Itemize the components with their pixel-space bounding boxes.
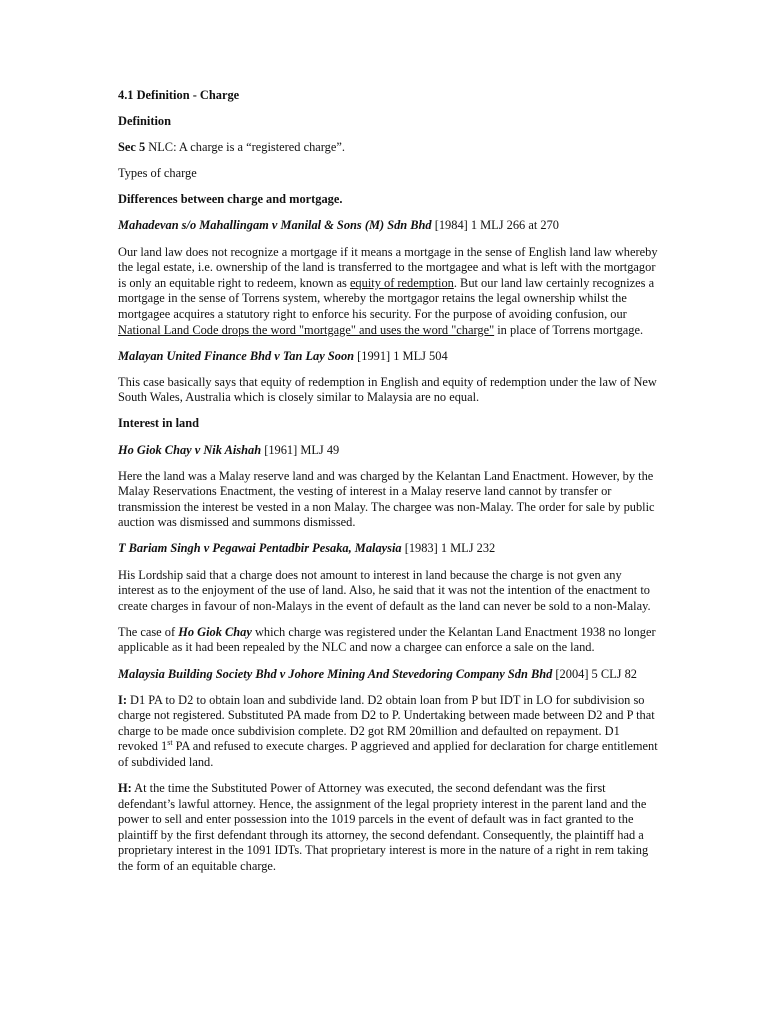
case-ho-giok-chay bbox=[118, 443, 658, 459]
paragraph-equity: This case basically says that equity of redemption in English and equity of redemption under the law of New South Wales, Australia which is closely similar to Malaysia are no equal. bbox=[118, 374, 657, 405]
paragraph-mortgage bbox=[118, 245, 658, 339]
case-malayan-united bbox=[118, 349, 658, 365]
issue-label: I: bbox=[118, 692, 127, 707]
text-span: The case of bbox=[118, 624, 179, 639]
case-name: T Bariam Singh v Pegawai Pentadbir Pesaka, Malaysia bbox=[118, 541, 402, 556]
paragraph-held bbox=[118, 781, 658, 875]
differences-heading: Differences between charge and mortgage. bbox=[118, 192, 343, 207]
case-name: Malayan United Finance Bhd v Tan Lay Soon bbox=[118, 348, 355, 363]
paragraph-lordship: His Lordship said that a charge does not amount to interest in land because the charge is not gven any interest as to the enjoyment of the use of land. Also, he said that it was not the intention of the enactment to create charges in favour of non-Malays in the event of default as the land can never be sold to a non-Malay. bbox=[118, 567, 651, 613]
sec5-paragraph bbox=[118, 140, 658, 156]
sec5-label: Sec 5 bbox=[118, 140, 146, 155]
text-span: in place of Torrens mortgage. bbox=[494, 322, 644, 337]
ordinal-suffix: st bbox=[167, 738, 173, 748]
underlined-text: National Land Code drops the word "mortgage" and uses the word "charge" bbox=[118, 322, 495, 337]
types-of-charge: Types of charge bbox=[118, 166, 197, 181]
case-citation: [1984] 1 MLJ 266 at 270 bbox=[431, 218, 559, 233]
text-span: D1 PA to D2 to obtain loan and subdivide land. D2 obtain loan from P but IDT in LO for subdivision so charge not registered. Substituted PA made from D2 to P. Undertaking between made between D2 and P that charge to be made once subdivision complete. D2 got RM 20million and defaulted on repayment. D1 revoked 1 bbox=[118, 692, 655, 754]
paragraph-issue bbox=[118, 693, 658, 771]
sec5-text: NLC: A charge is a “registered charge”. bbox=[145, 140, 345, 155]
case-name: Ho Giok Chay bbox=[178, 624, 252, 639]
text-span: Our land law does not recognize a mortgage if it means a mortgage in the sense of English land law whereby the legal estate, i.e. ownership of the land is transferred to the mortgagee and what is left with the mortgagor is only an equitable right to redeem, known as bbox=[118, 244, 658, 290]
case-name: Ho Giok Chay v Nik Aishah bbox=[118, 442, 262, 457]
text-span: At the time the Substituted Power of Attorney was executed, the second defendant was the first defendant’s lawful attorney. Hence, the assignment of the legal propriety interest in the parent land and the power to sell and enter possession into the 1019 parcels in the event of default was in fact granted to the plaintiff by the first defendant through its attorney, the second defendant. Consequently, the plaintiff had a proprietary interest in the 1091 IDTs. That proprietary interest is more in the nature of a right in rem taking the form of an equitable charge. bbox=[118, 781, 649, 874]
text-span: which charge was registered under the Kelantan Land Enactment 1938 no longer applicable as it had been repealed by the NLC and now a chargee can enforce a sale on the land. bbox=[118, 624, 656, 655]
case-citation: [1991] 1 MLJ 504 bbox=[354, 348, 448, 363]
case-name: Malaysia Building Society Bhd v Johore Mining And Stevedoring Company Sdn Bhd bbox=[118, 666, 553, 681]
page-title: 4.1 Definition - Charge bbox=[118, 88, 240, 102]
case-name: Mahadevan s/o Mahallingam v Manilal & Sons (M) Sdn Bhd bbox=[118, 218, 432, 233]
case-mbs bbox=[118, 667, 658, 683]
document-page bbox=[118, 88, 658, 885]
case-mahadevan bbox=[118, 218, 658, 234]
underlined-text: equity of redemption bbox=[349, 275, 454, 290]
case-citation: [2004] 5 CLJ 82 bbox=[552, 666, 637, 681]
case-citation: [1961] MLJ 49 bbox=[261, 442, 340, 457]
paragraph-ho-giok-chay-note bbox=[118, 625, 658, 656]
paragraph-malay-reserve: Here the land was a Malay reserve land and was charged by the Kelantan Land Enactment. However, by the Malay Reservations Enactment, the vesting of interest in a Malay reserve land cannot by transfer or transmission the interest be vested in a non Malay. The chargee was non-Malay. The order for sale by public auction was dismissed and summons dismissed. bbox=[118, 468, 655, 530]
held-label: H: bbox=[118, 781, 132, 796]
text-span: . But our land law certainly recognizes a mortgage in the sense of Torrens system, whereby the mortgagor retains the legal ownership whilst the mortgagee acquires a statutory right to enforce his security. For the purpose of avoiding confusion, our bbox=[118, 275, 655, 321]
definition-heading: Definition bbox=[118, 114, 172, 129]
case-bariam-singh bbox=[118, 541, 658, 557]
interest-heading: Interest in land bbox=[118, 416, 200, 431]
text-span: PA and refused to execute charges. P aggrieved and applied for declaration for charge entitlement of subdivided land. bbox=[118, 739, 658, 769]
case-citation: [1983] 1 MLJ 232 bbox=[401, 541, 496, 556]
